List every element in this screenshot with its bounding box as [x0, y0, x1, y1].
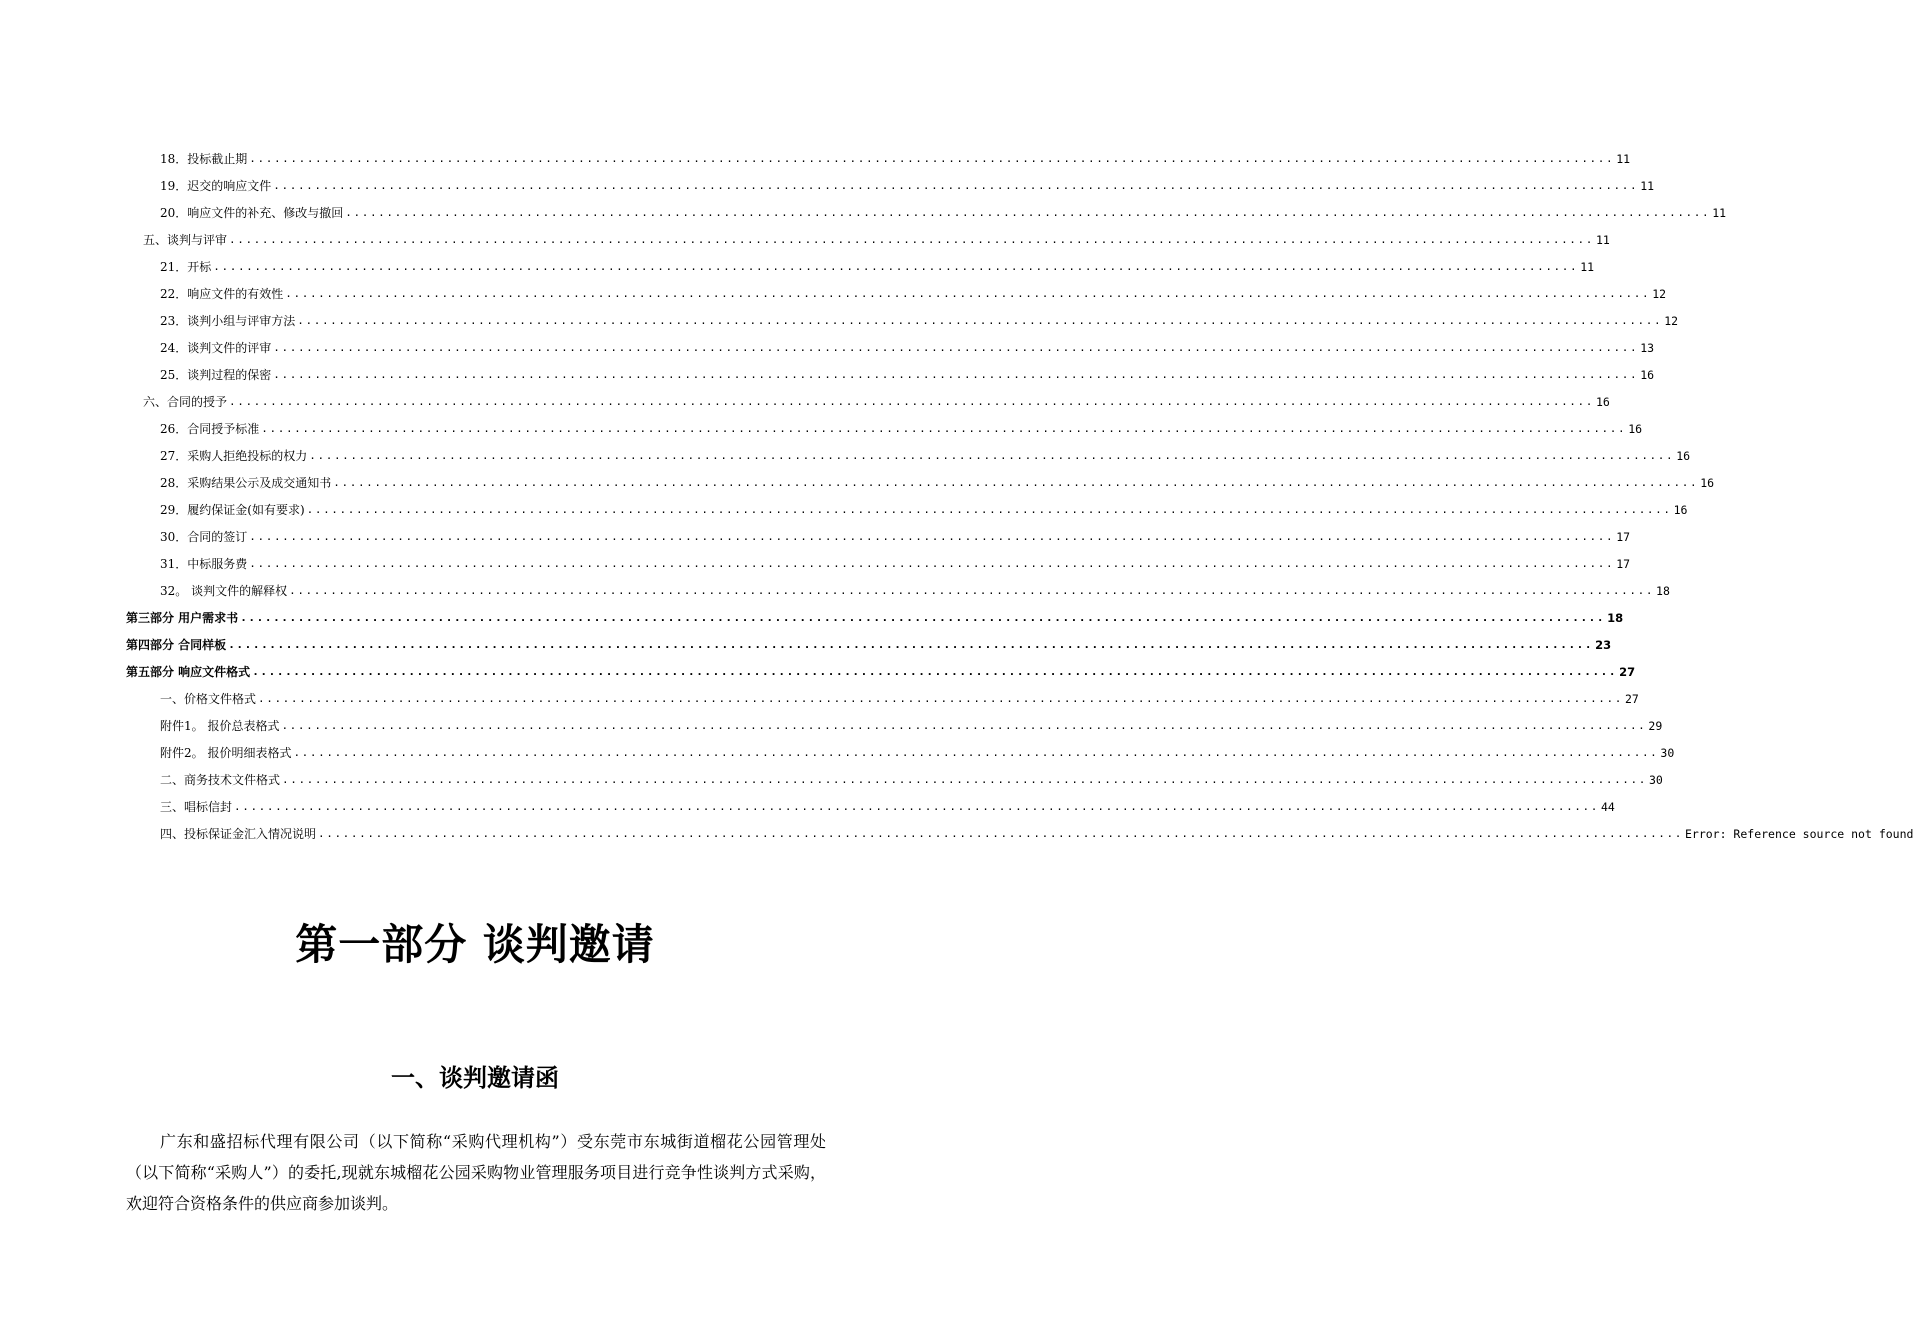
toc-entry-page: 16	[1595, 395, 1610, 409]
toc-entry[interactable]	[0, 275, 1667, 302]
toc-leader-dots: ......................................................................................................................................................................	[229, 395, 1594, 408]
toc-leader-dots: ......................................................................................................................................................................	[281, 719, 1647, 732]
toc-entry-title: 六、合同的授予	[143, 395, 228, 409]
toc-entry-page: 17	[1616, 530, 1631, 544]
toc-leader-dots: ......................................................................................................................................................................	[309, 449, 1675, 462]
toc-entry-page: 11	[1712, 206, 1727, 220]
toc-leader-dots: ......................................................................................................................................................................	[282, 773, 1647, 786]
toc-entry[interactable]	[0, 383, 1610, 410]
toc-entry-page: 12	[1664, 314, 1679, 328]
toc-entry-page: Error: Reference source not found	[1684, 827, 1913, 841]
toc-entry-page: 18	[1607, 611, 1624, 625]
toc-entry-title: 二、商务技术文件格式	[160, 773, 281, 787]
toc-entry-title: 19．迟交的响应文件	[160, 179, 272, 193]
toc-entry-title: 24．谈判文件的评审	[160, 341, 272, 355]
subsection-title: 一、谈判邀请函	[391, 1064, 559, 1092]
toc-entry-page: 27	[1624, 692, 1639, 706]
toc-entry[interactable]	[0, 491, 1688, 518]
toc-leader-dots: ......................................................................................................................................................................	[333, 476, 1699, 489]
toc-leader-dots: ......................................................................................................................................................................	[249, 152, 1615, 165]
toc-entry[interactable]	[0, 572, 1670, 599]
toc-entry-title: 27．采购人拒绝投标的权力	[160, 449, 308, 463]
toc-entry-title: 30．合同的签订	[160, 530, 248, 544]
toc-leader-dots: ......................................................................................................................................................................	[293, 746, 1659, 759]
toc-entry[interactable]	[0, 194, 1727, 221]
toc-entry-title: 第三部分 用户需求书	[126, 611, 239, 625]
toc-entry-page: 30	[1660, 746, 1675, 760]
toc-leader-dots: ......................................................................................................................................................................	[306, 503, 1672, 516]
toc-entry-page: 16	[1628, 422, 1643, 436]
toc-entry-page: 16	[1700, 476, 1715, 490]
toc-entry-title: 21．开标	[160, 260, 212, 274]
toc-leader-dots: ......................................................................................................................................................................	[234, 800, 1599, 813]
toc-entry[interactable]	[0, 140, 1631, 167]
toc-entry[interactable]	[0, 761, 1663, 788]
toc-entry[interactable]	[0, 788, 1615, 815]
toc-entry[interactable]	[0, 437, 1691, 464]
toc-leader-dots: ......................................................................................................................................................................	[229, 233, 1594, 246]
toc-entry[interactable]	[0, 815, 1913, 842]
toc-entry-title: 22．响应文件的有效性	[160, 287, 284, 301]
toc-entry[interactable]	[0, 464, 1715, 491]
toc-entry-title: 23．谈判小组与评审方法	[160, 314, 296, 328]
toc-entry-title: 25．谈判过程的保密	[160, 368, 272, 382]
toc-entry[interactable]	[0, 545, 1631, 572]
toc-entry-page: 16	[1676, 449, 1691, 463]
toc-leader-dots: ......................................................................................................................................................................	[273, 368, 1639, 381]
toc-entry-title: 20．响应文件的补充、修改与撤回	[160, 206, 344, 220]
toc-entry[interactable]	[0, 680, 1639, 707]
toc-entry-page: 27	[1619, 665, 1636, 679]
toc-entry-title: 五、谈判与评审	[143, 233, 228, 247]
invitation-paragraph: 广东和盛招标代理有限公司（以下简称“采购代理机构”）受东莞市东城街道榴花公园管理处（以下简称“采购人”）的委托,现就东城榴花公园采购物业管理服务项目进行竞争性谈判方式采购，欢迎符合资格条件的供应商参加谈判。	[126, 1132, 826, 1213]
toc-entry-page: 13	[1640, 341, 1655, 355]
toc-entry-title: 附件1。 报价总表格式	[160, 719, 280, 733]
toc-entry-page: 17	[1616, 557, 1631, 571]
toc-entry-page: 11	[1580, 260, 1595, 274]
toc-entry-page: 44	[1600, 800, 1615, 814]
section-title: 第一部分 谈判邀请	[295, 920, 655, 969]
toc-leader-dots: ......................................................................................................................................................................	[273, 179, 1639, 192]
table-of-contents	[0, 140, 1913, 842]
toc-entry[interactable]	[0, 653, 1636, 680]
toc-entry-title: 18．投标截止期	[160, 152, 248, 166]
toc-entry-page: 11	[1616, 152, 1631, 166]
toc-entry[interactable]	[0, 734, 1675, 761]
toc-leader-dots: ......................................................................................................................................................................	[213, 260, 1579, 273]
toc-entry-page: 12	[1652, 287, 1667, 301]
toc-entry[interactable]	[0, 302, 1679, 329]
toc-leader-dots: ......................................................................................................................................................................	[240, 611, 1606, 624]
toc-entry-page: 16	[1640, 368, 1655, 382]
toc-leader-dots: ......................................................................................................................................................................	[345, 206, 1711, 219]
toc-entry[interactable]	[0, 707, 1663, 734]
toc-leader-dots: ......................................................................................................................................................................	[273, 341, 1639, 354]
toc-entry-title: 三、唱标信封	[160, 800, 233, 814]
toc-entry-title: 26．合同授予标准	[160, 422, 260, 436]
toc-entry[interactable]	[0, 329, 1655, 356]
toc-entry[interactable]	[0, 410, 1643, 437]
toc-entry[interactable]	[0, 248, 1595, 275]
toc-leader-dots: ......................................................................................................................................................................	[318, 827, 1683, 840]
toc-entry-page: 11	[1640, 179, 1655, 193]
toc-entry[interactable]	[0, 356, 1655, 383]
toc-entry-title: 32。 谈判文件的解释权	[160, 584, 288, 598]
toc-leader-dots: ......................................................................................................................................................................	[258, 692, 1623, 705]
toc-entry-title: 第五部分 响应文件格式	[126, 665, 251, 679]
toc-entry-page: 18	[1656, 584, 1670, 598]
toc-leader-dots: ......................................................................................................................................................................	[285, 287, 1651, 300]
toc-entry-page: 16	[1673, 503, 1688, 517]
toc-leader-dots: ......................................................................................................................................................................	[249, 530, 1615, 543]
toc-entry-page: 29	[1648, 719, 1663, 733]
toc-entry-page: 11	[1595, 233, 1610, 247]
toc-entry-title: 四、投标保证金汇入情况说明	[160, 827, 317, 841]
toc-leader-dots: ......................................................................................................................................................................	[289, 584, 1655, 597]
toc-entry[interactable]	[0, 518, 1631, 545]
toc-entry-title: 一、价格文件格式	[160, 692, 257, 706]
toc-leader-dots: ......................................................................................................................................................................	[228, 638, 1594, 651]
toc-entry[interactable]	[0, 626, 1612, 653]
toc-entry-title: 31．中标服务费	[160, 557, 248, 571]
toc-entry-title: 28．采购结果公示及成交通知书	[160, 476, 332, 490]
toc-entry[interactable]	[0, 167, 1655, 194]
toc-leader-dots: ......................................................................................................................................................................	[261, 422, 1627, 435]
toc-entry-page: 23	[1595, 638, 1612, 652]
toc-leader-dots: ......................................................................................................................................................................	[249, 557, 1615, 570]
toc-entry[interactable]	[0, 221, 1610, 248]
toc-entry-title: 第四部分 合同样板	[126, 638, 227, 652]
toc-leader-dots: ......................................................................................................................................................................	[252, 665, 1618, 678]
toc-leader-dots: ......................................................................................................................................................................	[297, 314, 1663, 327]
toc-entry-title: 29．履约保证金(如有要求)	[160, 503, 305, 517]
toc-entry[interactable]	[0, 599, 1624, 626]
toc-entry-title: 附件2。 报价明细表格式	[160, 746, 292, 760]
toc-entry-page: 30	[1648, 773, 1663, 787]
